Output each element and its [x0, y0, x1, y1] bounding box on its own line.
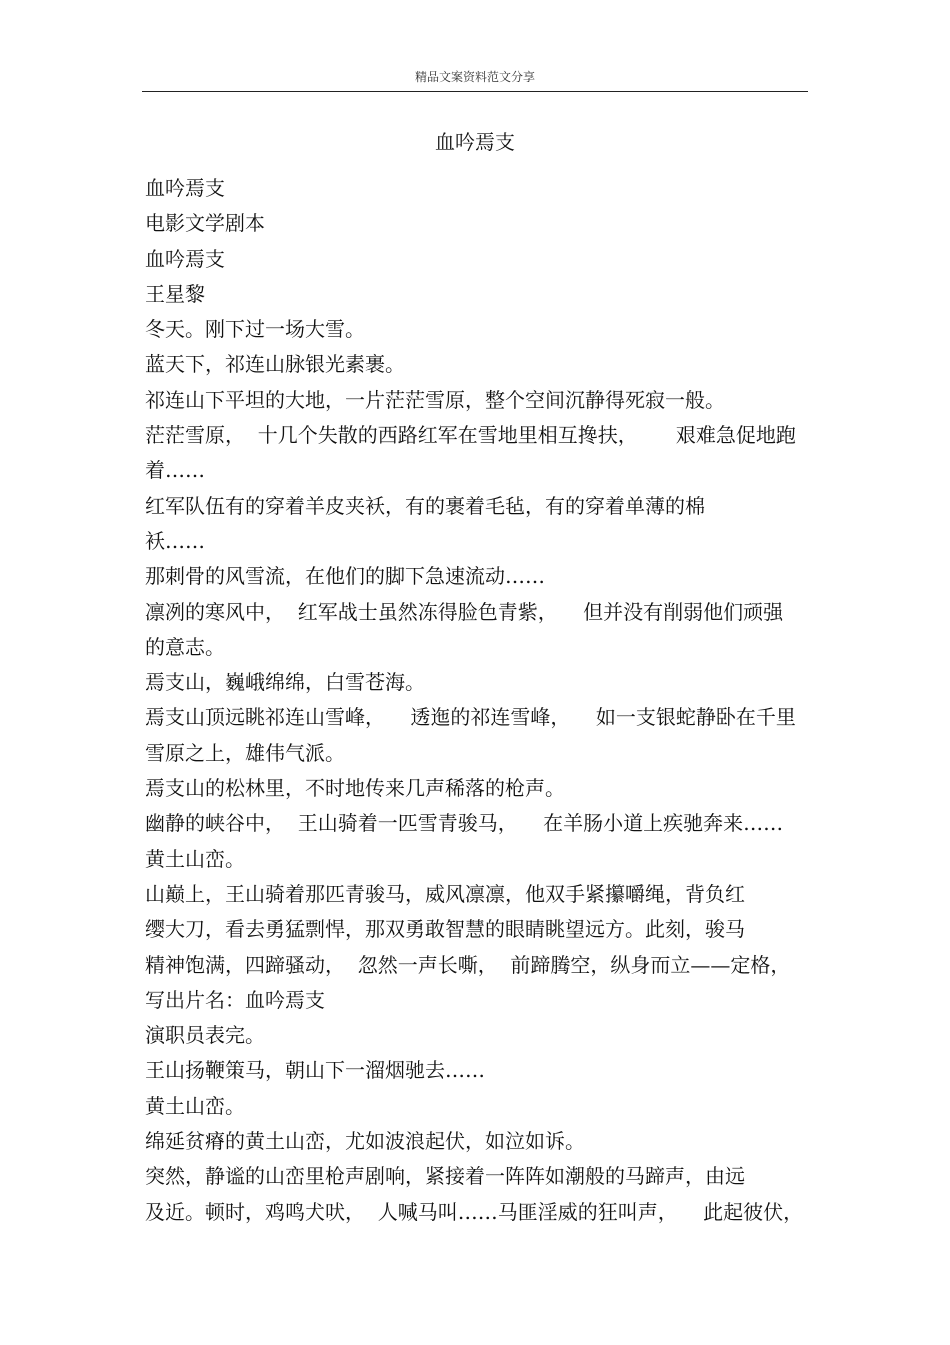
text-line: 红军队伍有的穿着羊皮夹袄，有的裹着毛毡，有的穿着单薄的棉: [145, 493, 705, 518]
text-line: 蓝天下，祁连山脉银光素裹。: [145, 352, 405, 377]
text-line: 写出片名：血吟焉支: [145, 987, 325, 1012]
text-line: 黄土山峦。: [145, 1093, 245, 1118]
text-line: 焉支山的松林里，不时地传来几声稀落的枪声。: [145, 776, 565, 801]
text-line: 茫茫雪原， 十几个失散的西路红军在雪地里相互搀扶， 艰难急促地跑: [145, 423, 796, 448]
page-header: 精品文案资料范文分享: [414, 70, 535, 84]
document-title: 血吟焉支: [435, 130, 515, 154]
text-line: 着……: [145, 458, 205, 483]
text-line: 那刺骨的风雪流，在他们的脚下急速流动……: [145, 564, 545, 589]
text-line: 缨大刀，看去勇猛剽悍，那双勇敢智慧的眼睛眺望远方。此刻，骏马: [145, 917, 745, 942]
text-line: 凛冽的寒风中， 红军战士虽然冻得脸色青紫， 但并没有削弱他们顽强: [145, 599, 784, 624]
text-line: 雪原之上，雄伟气派。: [145, 740, 345, 765]
text-line: 血吟焉支: [145, 246, 225, 271]
text-line: 王山扬鞭策马，朝山下一溜烟驰去……: [145, 1058, 485, 1083]
text-line: 王星黎: [145, 281, 205, 306]
text-line: 血吟焉支: [145, 176, 225, 200]
text-line: 山巅上，王山骑着那匹青骏马，威风凛凛，他双手紧攥嚼绳，背负红: [145, 881, 745, 906]
text-line: 祁连山下平坦的大地，一片茫茫雪原，整个空间沉静得死寂一般。: [145, 387, 725, 412]
text-line: 精神饱满，四蹄骚动， 忽然一声长嘶， 前蹄腾空，纵身而立——定格，: [145, 952, 791, 977]
text-line: 焉支山顶远眺祁连山雪峰， 透迤的祁连雪峰， 如一支银蛇静卧在千里: [145, 705, 796, 730]
text-line: 冬天。刚下过一场大雪。: [145, 317, 365, 342]
document-body: [145, 171, 825, 1230]
text-line: 焉支山，巍峨绵绵，白雪苍海。: [145, 670, 425, 695]
text-line: 演职员表完。: [145, 1023, 265, 1048]
text-line: 电影文学剧本: [145, 211, 265, 236]
text-line: 黄土山峦。: [145, 846, 245, 871]
text-line: 突然，静谧的山峦里枪声剧响，紧接着一阵阵如潮般的马蹄声，由远: [145, 1164, 745, 1189]
header-divider: [142, 91, 808, 92]
text-line: 及近。顿时，鸡鸣犬吠， 人喊马叫……马匪淫威的狂叫声， 此起彼伏，: [145, 1199, 804, 1224]
text-line: 袄……: [145, 528, 205, 553]
text-line: 的意志。: [145, 634, 225, 659]
text-line: 幽静的峡谷中， 王山骑着一匹雪青骏马， 在羊肠小道上疾驰奔来……: [145, 811, 784, 836]
text-line: 绵延贫瘠的黄土山峦，尤如波浪起伏，如泣如诉。: [145, 1129, 585, 1154]
